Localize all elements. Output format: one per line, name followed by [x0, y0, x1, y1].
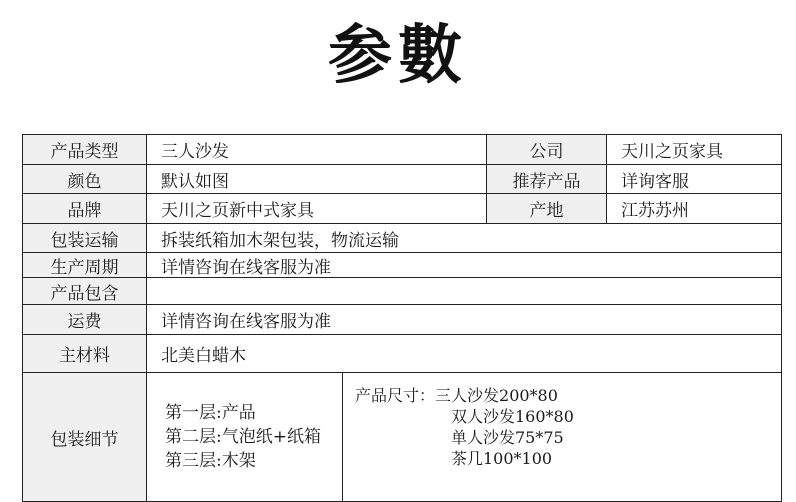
product-size-title: 产品尺寸： [355, 386, 436, 405]
label-main-material: 主材料 [23, 335, 147, 373]
value-brand: 天川之页新中式家具 [147, 194, 487, 224]
packing-layers [147, 373, 343, 501]
packing-layer-2: 第二层:气泡纸+纸箱 [165, 427, 321, 447]
label-shipping: 运费 [23, 305, 147, 335]
size-item-2: 双人沙发160*80 [451, 407, 574, 426]
value-package-contents [147, 278, 781, 305]
size-item-3: 单人沙发75*75 [451, 428, 564, 447]
label-packing-details: 包装细节 [23, 373, 147, 501]
packing-layer-1: 第一层:产品 [165, 403, 256, 423]
value-shipping: 详情咨询在线客服为准 [147, 305, 781, 335]
page-title: 参數 [328, 18, 468, 93]
label-company: 公司 [487, 135, 607, 165]
packing-layer-3: 第三层:木架 [165, 451, 256, 471]
label-origin: 产地 [487, 194, 607, 224]
parameter-table [22, 134, 782, 502]
product-size-list [355, 385, 574, 469]
value-main-material: 北美白蜡木 [147, 335, 781, 373]
value-production-cycle: 详情咨询在线客服为准 [147, 253, 781, 278]
value-product-type: 三人沙发 [147, 135, 487, 165]
size-item-1: 三人沙发200*80 [435, 386, 558, 405]
value-origin: 江苏苏州 [607, 194, 781, 224]
value-packaging-transport: 拆装纸箱加木架包装，物流运输 [147, 224, 781, 253]
size-item-4: 茶几100*100 [451, 449, 553, 468]
label-production-cycle: 生产周期 [23, 253, 147, 278]
label-brand: 品牌 [23, 194, 147, 224]
product-size-cell [343, 373, 781, 501]
value-recommended: 详询客服 [607, 165, 781, 194]
label-color: 颜色 [23, 165, 147, 194]
label-packaging-transport: 包装运输 [23, 224, 147, 253]
value-company: 天川之页家具 [607, 135, 781, 165]
value-color: 默认如图 [147, 165, 487, 194]
label-product-type: 产品类型 [23, 135, 147, 165]
label-recommended: 推荐产品 [487, 165, 607, 194]
label-package-contents: 产品包含 [23, 278, 147, 305]
